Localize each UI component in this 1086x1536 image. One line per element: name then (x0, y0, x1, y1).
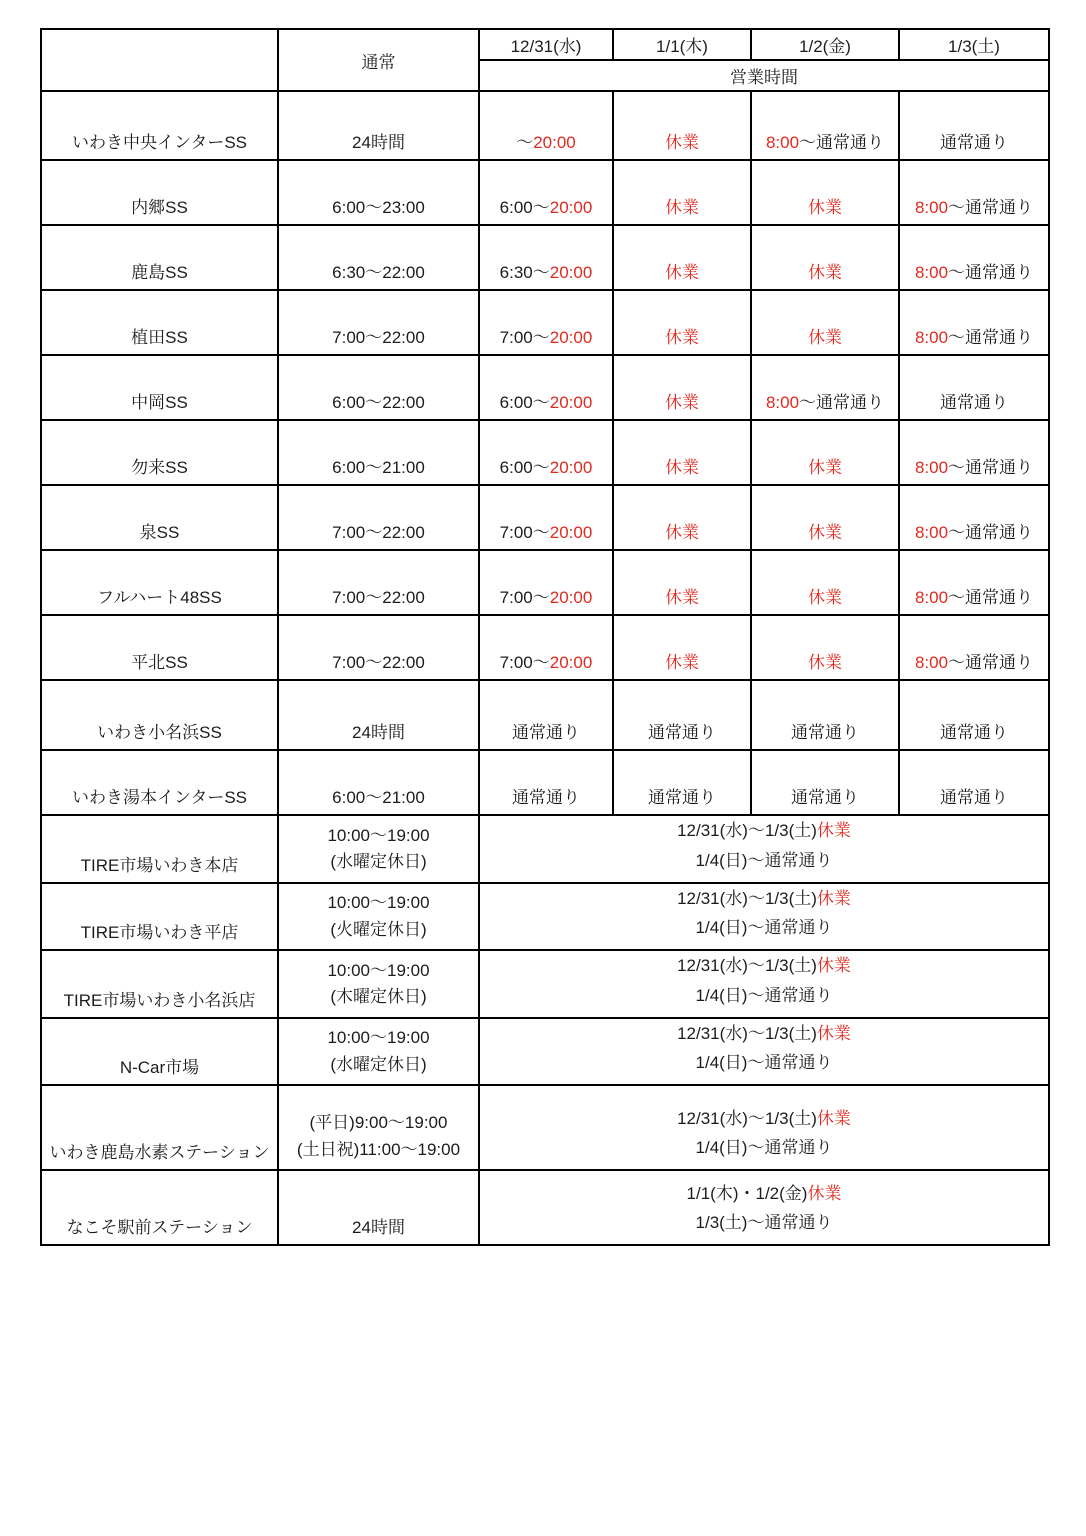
table-row (41, 950, 1049, 1018)
day-cell (479, 680, 613, 750)
normal-hours-cell: 6:00～23:00 (278, 160, 479, 225)
day-cell (613, 91, 751, 160)
highlight-text: 休業 (808, 588, 842, 607)
normal-hours-cell (278, 1085, 479, 1170)
time-text: ～ (516, 133, 534, 152)
holiday-schedule-line1 (482, 951, 1046, 981)
day-cell (751, 485, 899, 550)
highlight-text: 休業 (665, 133, 699, 152)
day-cell (479, 160, 613, 225)
table-row (41, 1018, 1049, 1086)
time-text: 通常通り (512, 788, 580, 807)
date-header-cell: 12/31(水) (479, 29, 613, 60)
day-cell (751, 355, 899, 420)
holiday-schedule-line2: 1/4(日)～通常通り (695, 850, 833, 870)
day-cell (613, 420, 751, 485)
day-cell (613, 550, 751, 615)
station-name-cell: いわき湯本インターSS (41, 750, 278, 815)
date-range-text: 12/31(水)～1/3(土) (677, 821, 817, 840)
day-cell (613, 355, 751, 420)
highlight-text: 休業 (665, 653, 699, 672)
highlight-text: 8:00 (914, 458, 949, 477)
date-header-cell: 1/3(土) (899, 29, 1049, 60)
time-text: 6:00～ (499, 458, 550, 477)
day-cell (613, 485, 751, 550)
day-cell (479, 615, 613, 680)
time-text: 6:00～ (499, 393, 550, 412)
table-row (41, 355, 1049, 420)
time-text: 7:00～ (499, 523, 550, 542)
station-name-cell: TIRE市場いわき平店 (41, 883, 278, 951)
time-text: 7:00～ (499, 653, 550, 672)
highlight-text: 休業 (808, 653, 842, 672)
date-header-cell: 1/2(金) (751, 29, 899, 60)
closed-text: 休業 (816, 956, 851, 975)
station-name-cell: TIRE市場いわき本店 (41, 815, 278, 883)
table-row (41, 550, 1049, 615)
table-row (41, 615, 1049, 680)
time-text: ～通常通り (948, 263, 1034, 282)
highlight-text: 休業 (665, 523, 699, 542)
normal-hours-cell: 6:00～22:00 (278, 355, 479, 420)
day-cell (751, 680, 899, 750)
day-cell (751, 91, 899, 160)
table-row (41, 420, 1049, 485)
normal-hours-cell (278, 950, 479, 1018)
holiday-schedule-line2: 1/4(日)～通常通り (695, 918, 833, 938)
holiday-schedule-line2: 1/4(日)～通常通り (695, 1138, 833, 1158)
time-text: ～通常通り (948, 523, 1034, 542)
day-cell (479, 550, 613, 615)
day-cell (899, 485, 1049, 550)
normal-hours-line2: (木曜定休日) (330, 987, 427, 1007)
normal-hours-line2: (火曜定休日) (330, 919, 427, 939)
time-text: ～通常通り (948, 328, 1034, 347)
holiday-schedule-line1 (482, 1104, 1046, 1134)
highlight-text: 8:00 (914, 328, 949, 347)
highlight-text: 20:00 (549, 198, 593, 217)
normal-hours-cell: 7:00～22:00 (278, 290, 479, 355)
holiday-schedule-cell (479, 1170, 1049, 1245)
date-header-cell: 1/1(木) (613, 29, 751, 60)
day-cell (613, 615, 751, 680)
day-cell (751, 615, 899, 680)
highlight-text: 20:00 (549, 393, 593, 412)
highlight-text: 20:00 (549, 458, 593, 477)
day-cell (751, 750, 899, 815)
highlight-text: 休業 (808, 328, 842, 347)
date-range-text: 12/31(水)～1/3(土) (677, 888, 817, 908)
day-cell (751, 225, 899, 290)
highlight-text: 休業 (665, 198, 699, 217)
day-cell (479, 225, 613, 290)
holiday-hours-table (40, 28, 1050, 1246)
highlight-text: 休業 (808, 523, 842, 542)
holiday-schedule-line2: 1/4(日)～通常通り (695, 1053, 833, 1073)
time-text: 7:00～ (499, 588, 550, 607)
highlight-text: 20:00 (549, 328, 593, 347)
day-cell (613, 290, 751, 355)
closed-text: 休業 (816, 1108, 851, 1128)
table-row (41, 160, 1049, 225)
normal-hours-cell (278, 815, 479, 883)
holiday-schedule-line2: 1/3(土)～通常通り (695, 1213, 833, 1233)
closed-text: 休業 (816, 821, 851, 840)
date-range-text: 1/1(木)・1/2(金) (686, 1183, 808, 1203)
normal-hours-cell (278, 1018, 479, 1086)
day-cell (899, 420, 1049, 485)
highlight-text: 20:00 (533, 133, 576, 152)
date-range-text: 12/31(水)～1/3(土) (677, 1108, 817, 1128)
holiday-schedule-cell (479, 950, 1049, 1018)
date-range-text: 12/31(水)～1/3(土) (677, 1023, 817, 1043)
day-cell (479, 91, 613, 160)
normal-hours-line1: (平日)9:00～19:00 (309, 1113, 448, 1133)
highlight-text: 20:00 (549, 523, 593, 542)
normal-hours-line2: (水曜定休日) (330, 852, 427, 872)
highlight-text: 20:00 (549, 263, 593, 282)
station-name-cell: TIRE市場いわき小名浜店 (41, 950, 278, 1018)
station-name-cell: 鹿島SS (41, 225, 278, 290)
holiday-schedule-cell (479, 1018, 1049, 1086)
normal-hours-cell: 24時間 (278, 91, 479, 160)
table-row (41, 225, 1049, 290)
highlight-text: 休業 (665, 393, 699, 412)
time-text: 通常通り (648, 723, 716, 742)
normal-hours-cell: 6:00～21:00 (278, 750, 479, 815)
normal-header-cell: 通常 (278, 29, 479, 91)
normal-hours-line2: (土日祝)11:00～19:00 (296, 1139, 461, 1159)
day-cell (751, 550, 899, 615)
closed-text: 休業 (816, 1023, 851, 1043)
time-text: 6:30～ (499, 263, 550, 282)
day-cell (479, 420, 613, 485)
table-row (41, 1085, 1049, 1170)
highlight-text: 休業 (665, 458, 699, 477)
normal-hours-line1: 10:00～19:00 (327, 960, 430, 980)
day-cell (751, 290, 899, 355)
highlight-text: 8:00 (914, 198, 949, 217)
normal-hours-cell: 6:00～21:00 (278, 420, 479, 485)
station-name-cell: 植田SS (41, 290, 278, 355)
highlight-text: 休業 (665, 263, 699, 282)
day-cell (479, 355, 613, 420)
station-name-cell: N-Car市場 (41, 1018, 278, 1086)
highlight-text: 8:00 (765, 393, 800, 412)
station-name-cell: 勿来SS (41, 420, 278, 485)
normal-hours-cell: 6:30～22:00 (278, 225, 479, 290)
holiday-schedule-line1 (482, 1019, 1046, 1049)
highlight-text: 休業 (665, 588, 699, 607)
time-text: ～通常通り (948, 198, 1034, 217)
day-cell (899, 355, 1049, 420)
holiday-schedule-cell (479, 883, 1049, 951)
highlight-text: 20:00 (549, 588, 593, 607)
hours-header-cell: 営業時間 (479, 60, 1049, 91)
station-name-cell: いわき小名浜SS (41, 680, 278, 750)
highlight-text: 8:00 (914, 653, 949, 672)
day-cell (899, 680, 1049, 750)
header-row-dates (41, 29, 1049, 60)
day-cell (479, 750, 613, 815)
normal-hours-cell: 24時間 (278, 1170, 479, 1245)
day-cell (751, 420, 899, 485)
day-cell (613, 750, 751, 815)
day-cell (751, 160, 899, 225)
normal-hours-cell: 24時間 (278, 680, 479, 750)
time-text: 6:00～ (499, 198, 550, 217)
corner-cell (41, 29, 278, 91)
holiday-schedule-line1 (482, 1179, 1046, 1209)
day-cell (613, 160, 751, 225)
day-cell (899, 290, 1049, 355)
time-text: 通常通り (940, 133, 1008, 152)
day-cell (479, 290, 613, 355)
table-row (41, 1170, 1049, 1245)
closed-text: 休業 (816, 888, 851, 908)
station-name-cell: フルハート48SS (41, 550, 278, 615)
station-name-cell: いわき中央インターSS (41, 91, 278, 160)
normal-hours-line1: 10:00～19:00 (327, 825, 430, 845)
day-cell (613, 680, 751, 750)
time-text: ～通常通り (948, 653, 1034, 672)
highlight-text: 8:00 (914, 523, 949, 542)
time-text: 通常通り (648, 788, 716, 807)
normal-hours-cell: 7:00～22:00 (278, 550, 479, 615)
highlight-text: 休業 (808, 458, 842, 477)
station-name-cell: 中岡SS (41, 355, 278, 420)
day-cell (899, 615, 1049, 680)
station-name-cell: 平北SS (41, 615, 278, 680)
time-text: 通常通り (940, 723, 1008, 742)
holiday-schedule-cell (479, 1085, 1049, 1170)
time-text: 7:00～ (499, 328, 550, 347)
day-cell (899, 550, 1049, 615)
station-name-cell: 内郷SS (41, 160, 278, 225)
holiday-schedule-cell (479, 815, 1049, 883)
time-text: 通常通り (940, 788, 1008, 807)
highlight-text: 8:00 (765, 133, 800, 152)
time-text: 通常通り (512, 723, 580, 742)
normal-hours-line2: (水曜定休日) (330, 1054, 427, 1074)
station-name-cell: なこそ駅前ステーション (41, 1170, 278, 1245)
table-row (41, 91, 1049, 160)
holiday-schedule-line1 (482, 816, 1046, 846)
table-row (41, 680, 1049, 750)
table-row (41, 485, 1049, 550)
holiday-schedule-line2: 1/4(日)～通常通り (695, 985, 833, 1005)
day-cell (899, 750, 1049, 815)
normal-hours-line1: 10:00～19:00 (327, 893, 430, 913)
station-name-cell: 泉SS (41, 485, 278, 550)
time-text: 通常通り (940, 393, 1008, 412)
closed-text: 休業 (807, 1183, 842, 1203)
day-cell (899, 91, 1049, 160)
day-cell (479, 485, 613, 550)
table-row (41, 815, 1049, 883)
normal-hours-cell: 7:00～22:00 (278, 615, 479, 680)
normal-hours-line1: 10:00～19:00 (327, 1028, 430, 1048)
day-cell (899, 225, 1049, 290)
day-cell (899, 160, 1049, 225)
normal-hours-cell (278, 883, 479, 951)
station-name-cell: いわき鹿島水素ステーション (41, 1085, 278, 1170)
highlight-text: 休業 (808, 263, 842, 282)
table-row (41, 750, 1049, 815)
holiday-schedule-line1 (482, 884, 1046, 914)
time-text: ～通常通り (948, 458, 1034, 477)
highlight-text: 休業 (665, 328, 699, 347)
highlight-text: 休業 (808, 198, 842, 217)
highlight-text: 20:00 (549, 653, 593, 672)
day-cell (613, 225, 751, 290)
table-row (41, 883, 1049, 951)
normal-hours-cell: 7:00～22:00 (278, 485, 479, 550)
time-text: 通常通り (791, 788, 859, 807)
time-text: ～通常通り (799, 133, 885, 152)
date-range-text: 12/31(水)～1/3(土) (677, 956, 817, 975)
time-text: ～通常通り (948, 588, 1034, 607)
time-text: ～通常通り (799, 393, 885, 412)
time-text: 通常通り (791, 723, 859, 742)
highlight-text: 8:00 (914, 588, 949, 607)
highlight-text: 8:00 (914, 263, 949, 282)
table-row (41, 290, 1049, 355)
